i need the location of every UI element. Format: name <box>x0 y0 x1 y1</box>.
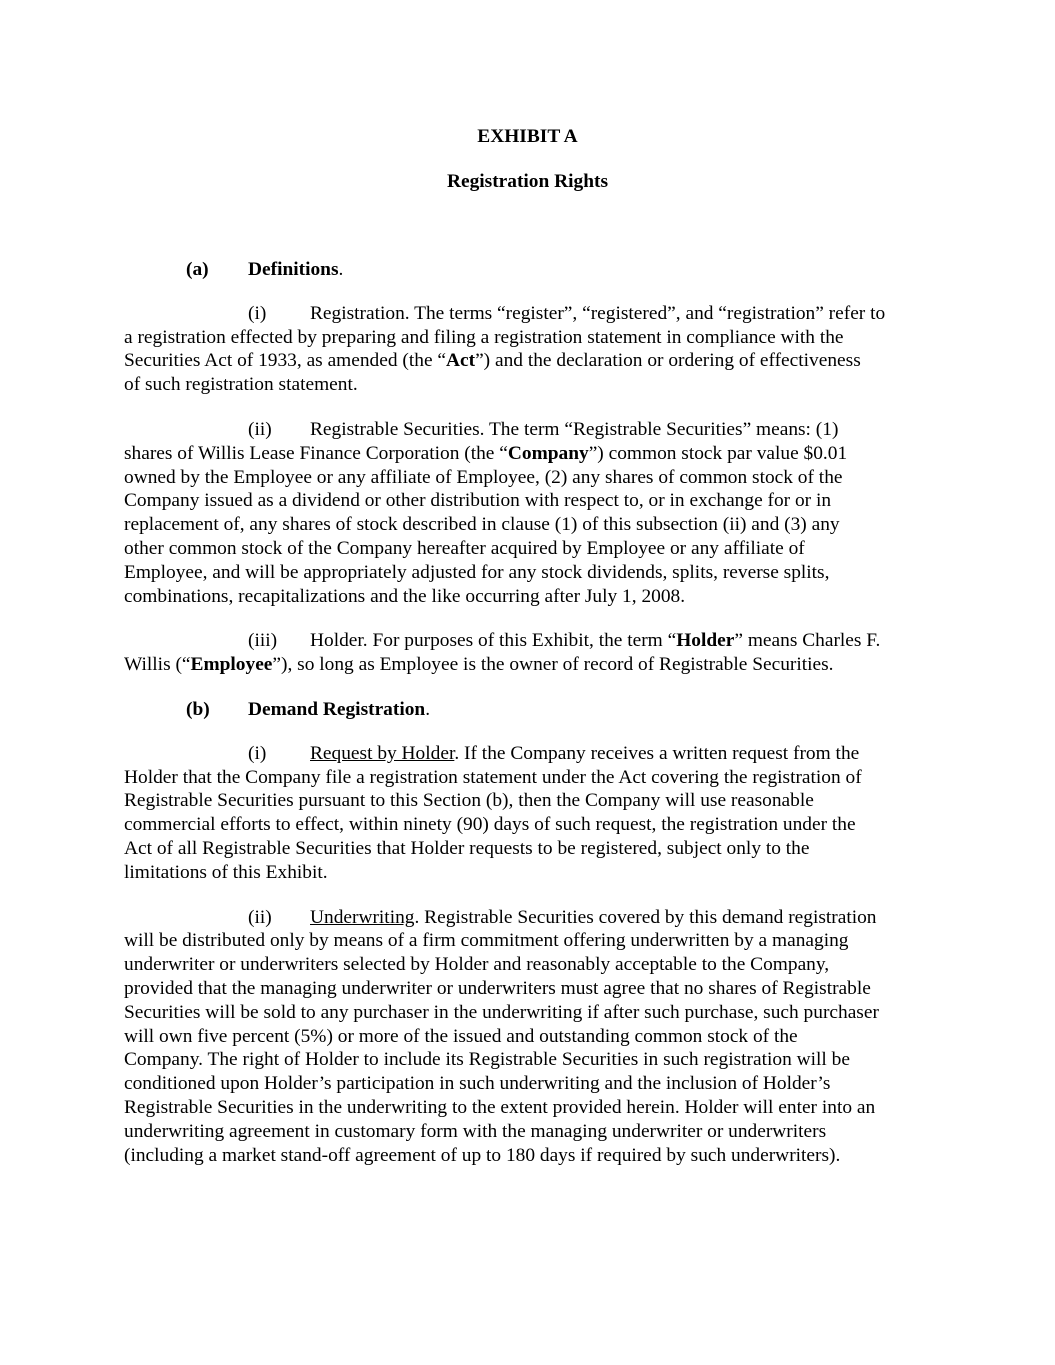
text-line: Holder that the Company file a registration statement under the Act covering the registration of <box>124 766 862 788</box>
text-line: underwriter or underwriters selected by Holder and reasonably acceptable to the Company, <box>124 954 830 976</box>
document-body <box>124 258 934 1188</box>
text-line: Act of all Registrable Securities that Holder requests to be registered, subject only to the <box>124 837 810 859</box>
text-line: will be distributed only by means of a firm commitment offering underwritten by a managing <box>124 930 849 952</box>
text-line: Securities will be sold to any purchaser in the underwriting if after such purchase, such purchaser <box>124 1001 879 1023</box>
text-line: Employee, and will be appropriately adjusted for any stock dividends, splits, reverse splits, <box>124 561 830 583</box>
defined-term-holder: Holder <box>676 630 735 652</box>
text-line: (including a market stand-off agreement of up to 180 days if required by such underwriters). <box>124 1144 841 1166</box>
section-title: Demand Registration <box>248 698 426 720</box>
paragraph-number: (ii) <box>248 906 272 928</box>
section-title: Definitions <box>248 259 339 280</box>
text-line: Registrable Securities. The term “Registrable Securities” means: (1) <box>310 418 839 440</box>
text-line: limitations of this Exhibit. <box>124 861 328 883</box>
text-line: shares of Willis Lease Finance Corporation (the “ <box>124 442 508 464</box>
section-label: (b) <box>186 698 210 720</box>
paragraph-number: (i) <box>248 302 267 324</box>
text-line: provided that the managing underwriter or underwriters must agree that no shares of Registrable <box>124 977 871 999</box>
defined-term-company: Company <box>507 442 589 464</box>
section-title-period: . <box>425 698 431 720</box>
text-line: underwriting agreement in customary form with the managing underwriter or underwriters <box>124 1120 827 1142</box>
paragraph-request-by-holder <box>124 742 934 885</box>
text-line: Registration. The terms “register”, “registered”, and “registration” refer to <box>310 302 886 324</box>
text-line: other common stock of the Company hereafter acquired by Employee or any affiliate of <box>124 537 805 559</box>
section-title-period: . <box>338 259 344 280</box>
text-line: ”) common stock par value $0.01 <box>588 442 848 464</box>
defined-term-act: Act <box>446 350 476 372</box>
text-line: . If the Company receives a written request from the <box>454 742 860 764</box>
text-line: replacement of, any shares of stock described in clause (1) of this subsection (ii) and (3) any <box>124 514 840 536</box>
paragraph-registrable-securities <box>124 418 934 608</box>
paragraph-holder <box>124 629 934 677</box>
paragraph-number: (iii) <box>248 630 278 652</box>
paragraph-underwriting <box>124 906 934 1168</box>
text-line: Registrable Securities in the underwriting to the extent provided herein. Holder will enter into an <box>124 1096 876 1118</box>
text-line: owned by the Employee or any affiliate of Employee, (2) any shares of common stock of the <box>124 466 843 488</box>
text-line: Willis (“ <box>124 654 191 676</box>
text-line: ”) and the declaration or ordering of effectiveness <box>475 350 861 372</box>
paragraph-title: Request by Holder <box>310 742 455 764</box>
paragraph-number: (ii) <box>248 418 272 440</box>
text-line: Securities Act of 1933, as amended (the “ <box>124 350 446 372</box>
paragraph-title: Underwriting <box>310 906 415 928</box>
text-line: conditioned upon Holder’s participation in such underwriting and the inclusion of Holder’s <box>124 1073 831 1095</box>
text-line: ”), so long as Employee is the owner of record of Registrable Securities. <box>272 654 834 676</box>
section-heading-definitions <box>124 258 934 282</box>
text-line: Registrable Securities pursuant to this Section (b), then the Company will use reasonable <box>124 790 814 812</box>
text-line: of such registration statement. <box>124 374 358 396</box>
exhibit-subtitle: Registration Rights <box>446 171 609 192</box>
defined-term-employee: Employee <box>190 654 273 676</box>
text-line: Holder. For purposes of this Exhibit, the term “ <box>310 630 677 652</box>
text-line: will own five percent (5%) or more of the issued and outstanding common stock of the <box>124 1025 798 1047</box>
section-heading-demand-registration <box>124 698 934 722</box>
paragraph-registration <box>124 302 934 397</box>
exhibit-title: EXHIBIT A <box>477 126 578 147</box>
text-line: Company. The right of Holder to include its Registrable Securities in such registration will be <box>124 1049 850 1071</box>
text-line: Company issued as a dividend or other distribution with respect to, or in exchange for or in <box>124 490 832 512</box>
section-label: (a) <box>186 259 209 280</box>
text-line: combinations, recapitalizations and the like occurring after July 1, 2008. <box>124 585 686 607</box>
text-line: ” means Charles F. <box>734 630 881 652</box>
text-line: commercial efforts to effect, within ninety (90) days of such request, the registration under the <box>124 814 856 836</box>
text-line: . Registrable Securities covered by this demand registration <box>414 906 877 928</box>
text-line: a registration effected by preparing and filing a registration statement in compliance with the <box>124 326 844 348</box>
paragraph-number: (i) <box>248 742 267 764</box>
